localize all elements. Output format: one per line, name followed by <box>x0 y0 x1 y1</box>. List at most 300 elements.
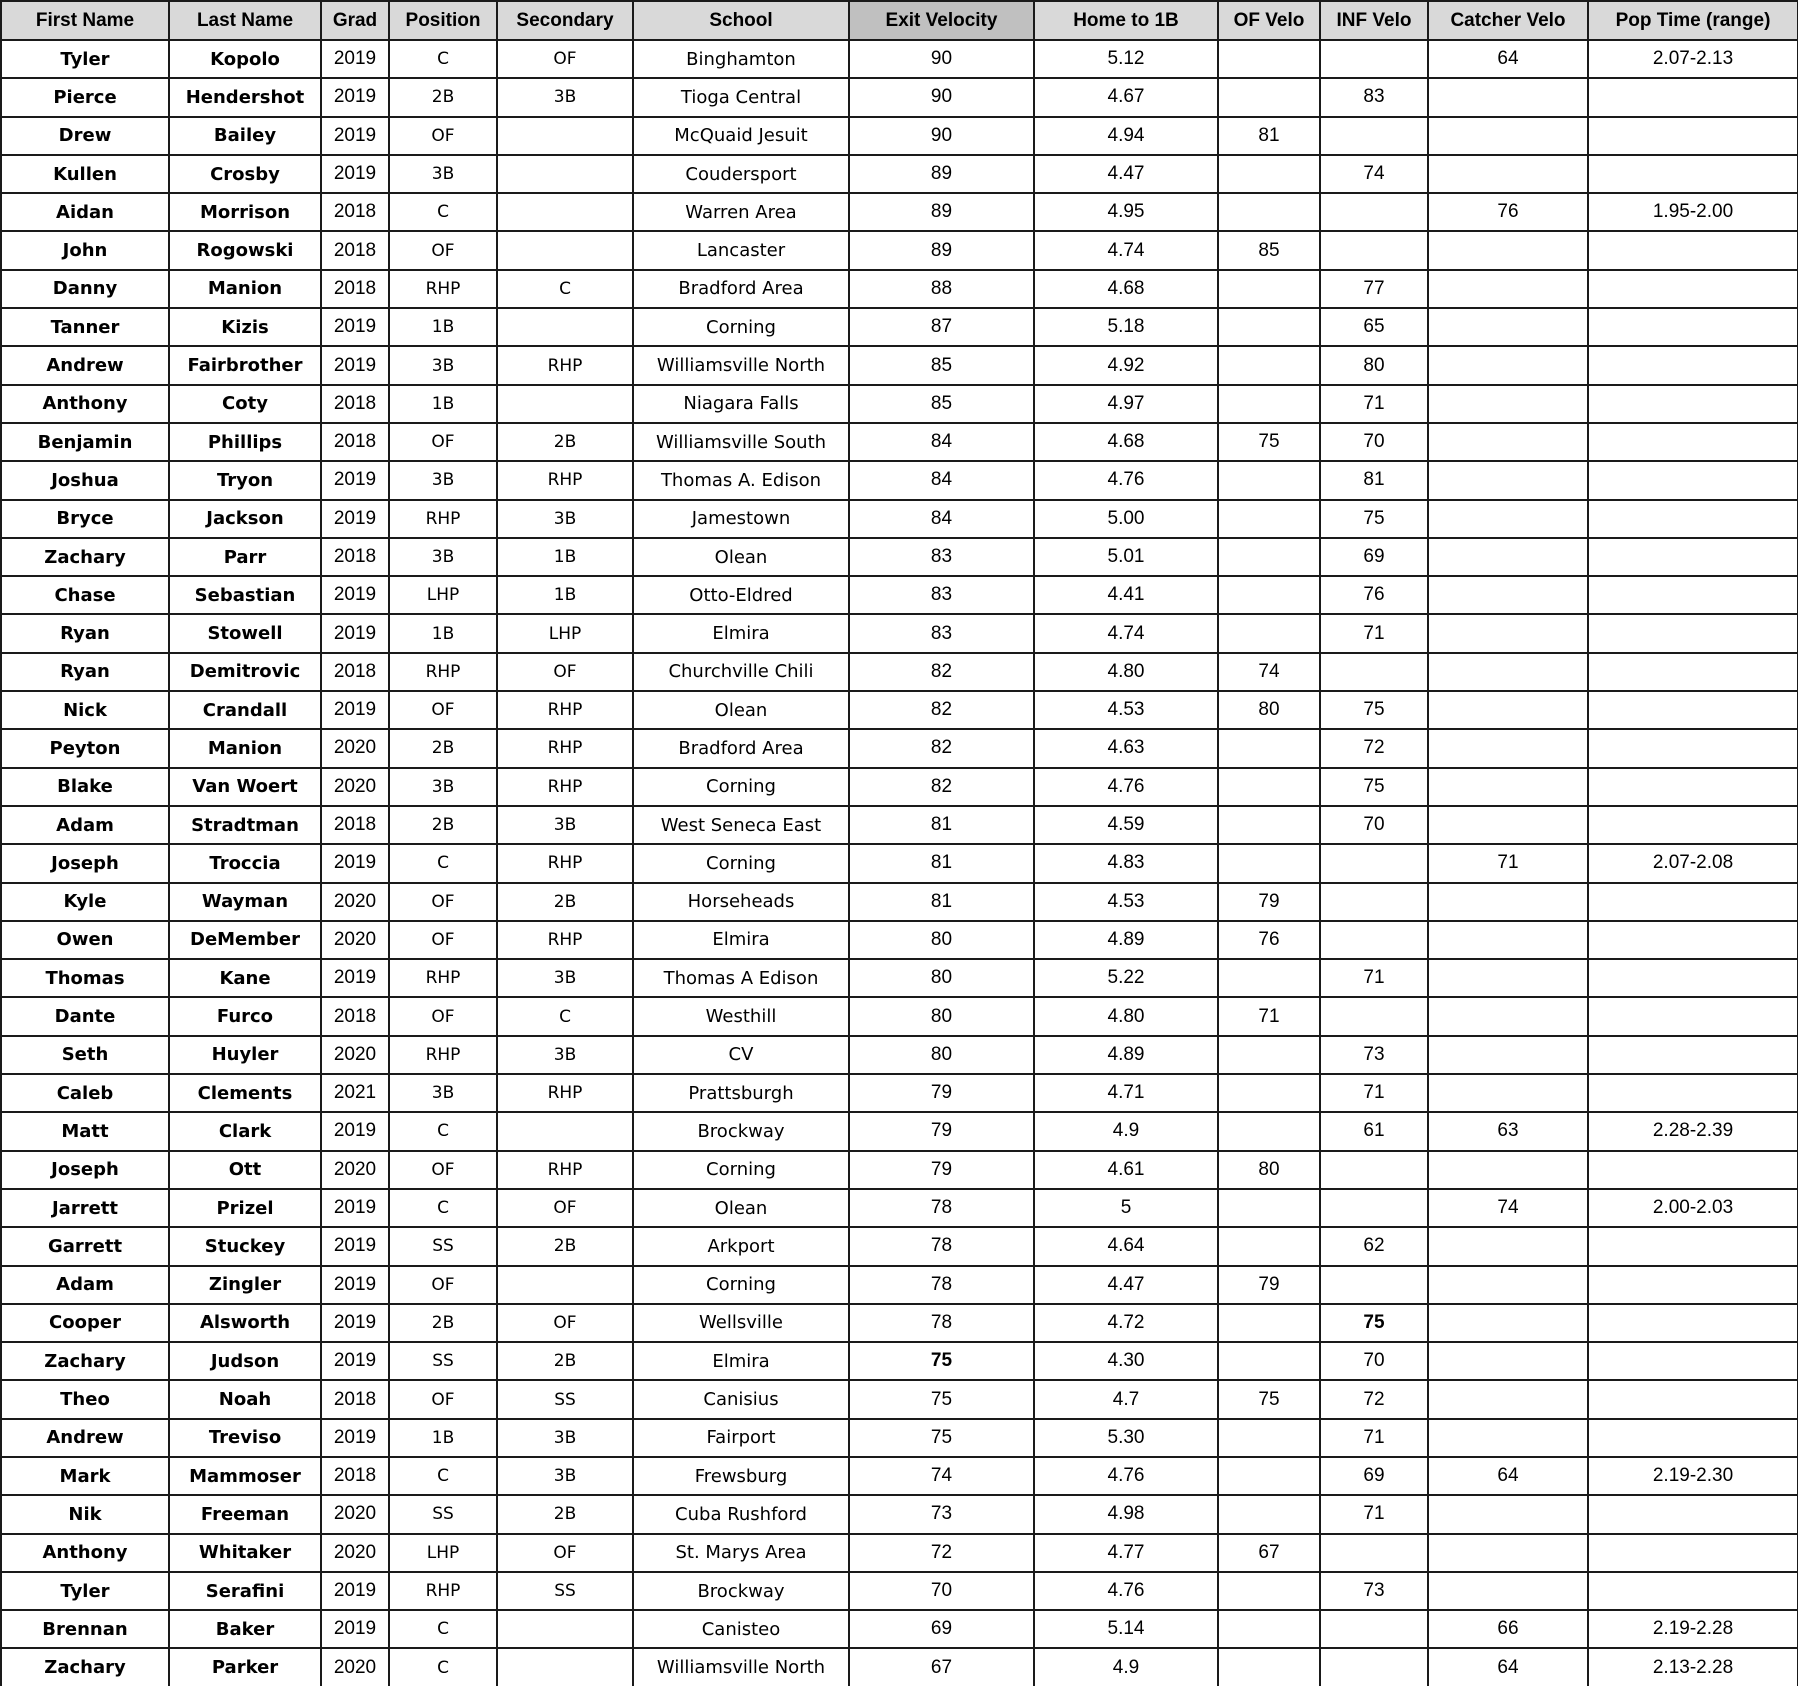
cell-inf-velo: 72 <box>1320 729 1428 767</box>
cell-catcher-velo <box>1428 1227 1588 1265</box>
cell-exit-velocity: 80 <box>849 997 1034 1035</box>
cell-position: LHP <box>389 1534 497 1572</box>
cell-exit-velocity: 80 <box>849 959 1034 997</box>
cell-pop-time: 2.07-2.13 <box>1588 40 1798 78</box>
cell-exit-velocity: 84 <box>849 423 1034 461</box>
cell-first-name: Zachary <box>1 538 169 576</box>
cell-secondary: 2B <box>497 1342 633 1380</box>
cell-school: Lancaster <box>633 231 849 269</box>
cell-catcher-velo <box>1428 1380 1588 1418</box>
cell-position: OF <box>389 883 497 921</box>
cell-secondary: RHP <box>497 346 633 384</box>
cell-pop-time <box>1588 653 1798 691</box>
cell-home-to-1b: 5.00 <box>1034 500 1218 538</box>
cell-home-to-1b: 4.7 <box>1034 1380 1218 1418</box>
table-row <box>1 997 1798 1035</box>
cell-pop-time <box>1588 997 1798 1035</box>
cell-school: St. Marys Area <box>633 1534 849 1572</box>
cell-exit-velocity: 81 <box>849 883 1034 921</box>
cell-exit-velocity: 87 <box>849 308 1034 346</box>
cell-grad: 2018 <box>321 538 389 576</box>
cell-home-to-1b: 5.14 <box>1034 1610 1218 1648</box>
table-row <box>1 461 1798 499</box>
cell-last-name: Furco <box>169 997 321 1035</box>
cell-position: RHP <box>389 500 497 538</box>
cell-of-velo <box>1218 385 1320 423</box>
cell-last-name: Huyler <box>169 1036 321 1074</box>
cell-secondary: RHP <box>497 729 633 767</box>
cell-last-name: Clements <box>169 1074 321 1112</box>
cell-catcher-velo <box>1428 959 1588 997</box>
cell-first-name: Peyton <box>1 729 169 767</box>
table-row <box>1 1304 1798 1342</box>
cell-grad: 2019 <box>321 959 389 997</box>
cell-school: Arkport <box>633 1227 849 1265</box>
cell-school: Frewsburg <box>633 1457 849 1495</box>
cell-position: C <box>389 1189 497 1227</box>
cell-last-name: Ott <box>169 1151 321 1189</box>
cell-grad: 2018 <box>321 423 389 461</box>
cell-pop-time: 2.19-2.30 <box>1588 1457 1798 1495</box>
table-header <box>1 1 1798 40</box>
cell-of-velo: 79 <box>1218 1266 1320 1304</box>
table-row <box>1 500 1798 538</box>
cell-catcher-velo <box>1428 691 1588 729</box>
cell-exit-velocity: 84 <box>849 461 1034 499</box>
cell-first-name: Kullen <box>1 155 169 193</box>
cell-school: Jamestown <box>633 500 849 538</box>
cell-inf-velo: 71 <box>1320 385 1428 423</box>
cell-grad: 2021 <box>321 1074 389 1112</box>
cell-first-name: Danny <box>1 270 169 308</box>
cell-pop-time <box>1588 1304 1798 1342</box>
cell-inf-velo <box>1320 921 1428 959</box>
cell-exit-velocity: 67 <box>849 1648 1034 1685</box>
cell-first-name: Brennan <box>1 1610 169 1648</box>
cell-inf-velo <box>1320 40 1428 78</box>
cell-position: 2B <box>389 78 497 116</box>
cell-of-velo <box>1218 538 1320 576</box>
cell-grad: 2019 <box>321 40 389 78</box>
cell-catcher-velo: 64 <box>1428 40 1588 78</box>
cell-grad: 2019 <box>321 1304 389 1342</box>
cell-inf-velo: 75 <box>1320 691 1428 729</box>
cell-home-to-1b: 5.30 <box>1034 1419 1218 1457</box>
cell-exit-velocity: 79 <box>849 1074 1034 1112</box>
cell-inf-velo <box>1320 653 1428 691</box>
table-row <box>1 844 1798 882</box>
cell-school: Corning <box>633 1151 849 1189</box>
cell-position: 3B <box>389 768 497 806</box>
cell-exit-velocity: 75 <box>849 1380 1034 1418</box>
cell-first-name: Andrew <box>1 346 169 384</box>
cell-inf-velo: 76 <box>1320 576 1428 614</box>
cell-secondary: 2B <box>497 423 633 461</box>
cell-pop-time <box>1588 461 1798 499</box>
cell-first-name: John <box>1 231 169 269</box>
cell-secondary <box>497 1648 633 1685</box>
cell-grad: 2020 <box>321 1534 389 1572</box>
cell-pop-time <box>1588 385 1798 423</box>
cell-inf-velo: 62 <box>1320 1227 1428 1265</box>
cell-catcher-velo: 74 <box>1428 1189 1588 1227</box>
cell-position: 3B <box>389 155 497 193</box>
cell-home-to-1b: 4.92 <box>1034 346 1218 384</box>
cell-last-name: Zingler <box>169 1266 321 1304</box>
cell-secondary: 3B <box>497 78 633 116</box>
cell-catcher-velo <box>1428 538 1588 576</box>
cell-first-name: Aidan <box>1 193 169 231</box>
cell-grad: 2018 <box>321 997 389 1035</box>
table-row <box>1 1457 1798 1495</box>
cell-first-name: Zachary <box>1 1342 169 1380</box>
col-header-catcher-velo: Catcher Velo <box>1428 1 1588 40</box>
cell-of-velo <box>1218 576 1320 614</box>
cell-position: OF <box>389 1151 497 1189</box>
cell-school: Thomas A. Edison <box>633 461 849 499</box>
cell-first-name: Mark <box>1 1457 169 1495</box>
cell-last-name: Rogowski <box>169 231 321 269</box>
cell-pop-time <box>1588 231 1798 269</box>
cell-grad: 2018 <box>321 270 389 308</box>
cell-last-name: Manion <box>169 270 321 308</box>
cell-catcher-velo <box>1428 1572 1588 1610</box>
cell-home-to-1b: 4.74 <box>1034 231 1218 269</box>
cell-inf-velo: 71 <box>1320 614 1428 652</box>
cell-secondary <box>497 308 633 346</box>
cell-school: CV <box>633 1036 849 1074</box>
cell-home-to-1b: 4.68 <box>1034 270 1218 308</box>
cell-first-name: Anthony <box>1 385 169 423</box>
table-row <box>1 270 1798 308</box>
cell-first-name: Adam <box>1 806 169 844</box>
cell-pop-time <box>1588 1419 1798 1457</box>
cell-first-name: Tyler <box>1 40 169 78</box>
cell-secondary: LHP <box>497 614 633 652</box>
col-header-school: School <box>633 1 849 40</box>
cell-exit-velocity: 75 <box>849 1419 1034 1457</box>
cell-of-velo <box>1218 1457 1320 1495</box>
cell-catcher-velo <box>1428 1495 1588 1533</box>
cell-inf-velo: 83 <box>1320 78 1428 116</box>
cell-catcher-velo <box>1428 500 1588 538</box>
cell-secondary: OF <box>497 1189 633 1227</box>
cell-school: Westhill <box>633 997 849 1035</box>
cell-grad: 2019 <box>321 155 389 193</box>
cell-position: 1B <box>389 308 497 346</box>
cell-inf-velo: 71 <box>1320 1419 1428 1457</box>
cell-position: 3B <box>389 1074 497 1112</box>
cell-last-name: Kane <box>169 959 321 997</box>
table-row <box>1 1419 1798 1457</box>
cell-last-name: Whitaker <box>169 1534 321 1572</box>
cell-secondary <box>497 385 633 423</box>
cell-of-velo <box>1218 844 1320 882</box>
cell-of-velo <box>1218 1342 1320 1380</box>
cell-home-to-1b: 4.89 <box>1034 921 1218 959</box>
cell-exit-velocity: 82 <box>849 653 1034 691</box>
cell-exit-velocity: 90 <box>849 40 1034 78</box>
cell-of-velo <box>1218 768 1320 806</box>
cell-of-velo <box>1218 78 1320 116</box>
cell-first-name: Joseph <box>1 1151 169 1189</box>
table-row <box>1 1151 1798 1189</box>
cell-inf-velo: 61 <box>1320 1112 1428 1150</box>
cell-first-name: Jarrett <box>1 1189 169 1227</box>
cell-catcher-velo: 71 <box>1428 844 1588 882</box>
cell-inf-velo <box>1320 117 1428 155</box>
cell-inf-velo: 71 <box>1320 1495 1428 1533</box>
cell-pop-time <box>1588 959 1798 997</box>
table-row <box>1 538 1798 576</box>
cell-grad: 2020 <box>321 1151 389 1189</box>
cell-home-to-1b: 5 <box>1034 1189 1218 1227</box>
cell-inf-velo: 75 <box>1320 768 1428 806</box>
cell-inf-velo: 65 <box>1320 308 1428 346</box>
cell-secondary: 3B <box>497 1419 633 1457</box>
cell-grad: 2020 <box>321 1648 389 1685</box>
cell-position: LHP <box>389 576 497 614</box>
cell-position: 3B <box>389 538 497 576</box>
cell-inf-velo <box>1320 231 1428 269</box>
cell-catcher-velo <box>1428 1151 1588 1189</box>
cell-inf-velo <box>1320 1266 1428 1304</box>
table-row <box>1 385 1798 423</box>
cell-inf-velo: 75 <box>1320 1304 1428 1342</box>
cell-first-name: Joshua <box>1 461 169 499</box>
cell-of-velo: 75 <box>1218 423 1320 461</box>
cell-of-velo <box>1218 270 1320 308</box>
table-row <box>1 1112 1798 1150</box>
cell-last-name: Freeman <box>169 1495 321 1533</box>
cell-pop-time <box>1588 1342 1798 1380</box>
table-row <box>1 308 1798 346</box>
table-row <box>1 1036 1798 1074</box>
cell-pop-time <box>1588 1534 1798 1572</box>
cell-first-name: Tyler <box>1 1572 169 1610</box>
cell-exit-velocity: 90 <box>849 78 1034 116</box>
cell-home-to-1b: 5.18 <box>1034 308 1218 346</box>
cell-grad: 2019 <box>321 576 389 614</box>
cell-last-name: Van Woert <box>169 768 321 806</box>
cell-home-to-1b: 4.74 <box>1034 614 1218 652</box>
cell-inf-velo <box>1320 997 1428 1035</box>
table-row <box>1 1189 1798 1227</box>
cell-school: West Seneca East <box>633 806 849 844</box>
cell-pop-time <box>1588 1036 1798 1074</box>
cell-school: Brockway <box>633 1112 849 1150</box>
cell-school: Olean <box>633 1189 849 1227</box>
cell-pop-time <box>1588 1074 1798 1112</box>
cell-inf-velo: 77 <box>1320 270 1428 308</box>
cell-first-name: Anthony <box>1 1534 169 1572</box>
cell-inf-velo <box>1320 1189 1428 1227</box>
cell-position: 2B <box>389 806 497 844</box>
cell-last-name: Hendershot <box>169 78 321 116</box>
cell-grad: 2020 <box>321 1495 389 1533</box>
col-header-secondary: Secondary <box>497 1 633 40</box>
cell-exit-velocity: 81 <box>849 806 1034 844</box>
cell-exit-velocity: 82 <box>849 691 1034 729</box>
cell-first-name: Pierce <box>1 78 169 116</box>
table-row <box>1 1648 1798 1685</box>
cell-school: Otto-Eldred <box>633 576 849 614</box>
cell-catcher-velo <box>1428 1036 1588 1074</box>
cell-last-name: DeMember <box>169 921 321 959</box>
cell-inf-velo: 73 <box>1320 1036 1428 1074</box>
cell-exit-velocity: 82 <box>849 729 1034 767</box>
cell-secondary: RHP <box>497 1151 633 1189</box>
col-header-first-name: First Name <box>1 1 169 40</box>
cell-school: Williamsville South <box>633 423 849 461</box>
cell-position: 1B <box>389 1419 497 1457</box>
cell-secondary: OF <box>497 653 633 691</box>
cell-school: Williamsville North <box>633 346 849 384</box>
table-row <box>1 1610 1798 1648</box>
cell-home-to-1b: 4.67 <box>1034 78 1218 116</box>
cell-catcher-velo <box>1428 653 1588 691</box>
cell-catcher-velo <box>1428 883 1588 921</box>
cell-grad: 2019 <box>321 117 389 155</box>
cell-last-name: Crosby <box>169 155 321 193</box>
cell-grad: 2019 <box>321 1572 389 1610</box>
cell-inf-velo: 74 <box>1320 155 1428 193</box>
cell-pop-time <box>1588 500 1798 538</box>
cell-of-velo <box>1218 959 1320 997</box>
cell-pop-time: 2.07-2.08 <box>1588 844 1798 882</box>
cell-home-to-1b: 4.77 <box>1034 1534 1218 1572</box>
cell-home-to-1b: 4.9 <box>1034 1112 1218 1150</box>
cell-catcher-velo <box>1428 155 1588 193</box>
cell-pop-time <box>1588 921 1798 959</box>
cell-position: SS <box>389 1227 497 1265</box>
cell-secondary: RHP <box>497 691 633 729</box>
cell-position: OF <box>389 1380 497 1418</box>
cell-pop-time <box>1588 768 1798 806</box>
cell-pop-time <box>1588 1227 1798 1265</box>
cell-first-name: Benjamin <box>1 423 169 461</box>
cell-of-velo <box>1218 1074 1320 1112</box>
cell-home-to-1b: 4.30 <box>1034 1342 1218 1380</box>
cell-school: Tioga Central <box>633 78 849 116</box>
cell-pop-time <box>1588 538 1798 576</box>
cell-pop-time <box>1588 883 1798 921</box>
cell-position: 2B <box>389 1304 497 1342</box>
cell-pop-time <box>1588 78 1798 116</box>
table-row <box>1 193 1798 231</box>
cell-of-velo <box>1218 1495 1320 1533</box>
cell-inf-velo: 69 <box>1320 538 1428 576</box>
cell-inf-velo <box>1320 844 1428 882</box>
cell-of-velo: 80 <box>1218 691 1320 729</box>
cell-exit-velocity: 89 <box>849 193 1034 231</box>
cell-pop-time <box>1588 270 1798 308</box>
table-row <box>1 653 1798 691</box>
cell-exit-velocity: 74 <box>849 1457 1034 1495</box>
cell-pop-time <box>1588 729 1798 767</box>
cell-last-name: Mammoser <box>169 1457 321 1495</box>
cell-last-name: Serafini <box>169 1572 321 1610</box>
cell-catcher-velo <box>1428 806 1588 844</box>
cell-of-velo <box>1218 614 1320 652</box>
cell-school: Elmira <box>633 614 849 652</box>
cell-school: Elmira <box>633 921 849 959</box>
cell-exit-velocity: 75 <box>849 1342 1034 1380</box>
cell-home-to-1b: 4.89 <box>1034 1036 1218 1074</box>
cell-exit-velocity: 80 <box>849 921 1034 959</box>
cell-exit-velocity: 82 <box>849 768 1034 806</box>
cell-position: C <box>389 1112 497 1150</box>
cell-of-velo: 81 <box>1218 117 1320 155</box>
cell-exit-velocity: 78 <box>849 1227 1034 1265</box>
cell-position: RHP <box>389 959 497 997</box>
cell-school: Brockway <box>633 1572 849 1610</box>
cell-exit-velocity: 88 <box>849 270 1034 308</box>
col-header-position: Position <box>389 1 497 40</box>
cell-last-name: Bailey <box>169 117 321 155</box>
cell-school: Wellsville <box>633 1304 849 1342</box>
cell-secondary: 3B <box>497 806 633 844</box>
cell-catcher-velo <box>1428 231 1588 269</box>
cell-secondary: C <box>497 997 633 1035</box>
cell-position: OF <box>389 1266 497 1304</box>
col-header-inf-velo: INF Velo <box>1320 1 1428 40</box>
table-row <box>1 691 1798 729</box>
cell-catcher-velo <box>1428 1266 1588 1304</box>
cell-school: Canisteo <box>633 1610 849 1648</box>
cell-first-name: Tanner <box>1 308 169 346</box>
cell-school: Bradford Area <box>633 729 849 767</box>
cell-last-name: Noah <box>169 1380 321 1418</box>
cell-first-name: Caleb <box>1 1074 169 1112</box>
cell-of-velo <box>1218 500 1320 538</box>
cell-last-name: Wayman <box>169 883 321 921</box>
cell-position: C <box>389 1610 497 1648</box>
cell-exit-velocity: 70 <box>849 1572 1034 1610</box>
cell-of-velo <box>1218 40 1320 78</box>
cell-exit-velocity: 78 <box>849 1189 1034 1227</box>
cell-last-name: Stowell <box>169 614 321 652</box>
cell-first-name: Kyle <box>1 883 169 921</box>
col-header-exit-velocity: Exit Velocity <box>849 1 1034 40</box>
cell-grad: 2019 <box>321 1189 389 1227</box>
cell-of-velo: 85 <box>1218 231 1320 269</box>
cell-catcher-velo <box>1428 78 1588 116</box>
cell-first-name: Joseph <box>1 844 169 882</box>
cell-grad: 2019 <box>321 1227 389 1265</box>
cell-last-name: Troccia <box>169 844 321 882</box>
table-row <box>1 78 1798 116</box>
cell-grad: 2019 <box>321 500 389 538</box>
cell-exit-velocity: 79 <box>849 1112 1034 1150</box>
cell-position: OF <box>389 691 497 729</box>
cell-school: Williamsville North <box>633 1648 849 1685</box>
cell-last-name: Clark <box>169 1112 321 1150</box>
cell-home-to-1b: 4.9 <box>1034 1648 1218 1685</box>
cell-school: Prattsburgh <box>633 1074 849 1112</box>
cell-last-name: Tryon <box>169 461 321 499</box>
cell-school: Fairport <box>633 1419 849 1457</box>
cell-pop-time <box>1588 423 1798 461</box>
cell-secondary: RHP <box>497 1074 633 1112</box>
cell-grad: 2019 <box>321 346 389 384</box>
cell-grad: 2019 <box>321 1610 389 1648</box>
cell-position: C <box>389 1648 497 1685</box>
cell-catcher-velo <box>1428 423 1588 461</box>
cell-first-name: Ryan <box>1 653 169 691</box>
cell-pop-time <box>1588 1266 1798 1304</box>
cell-exit-velocity: 78 <box>849 1266 1034 1304</box>
